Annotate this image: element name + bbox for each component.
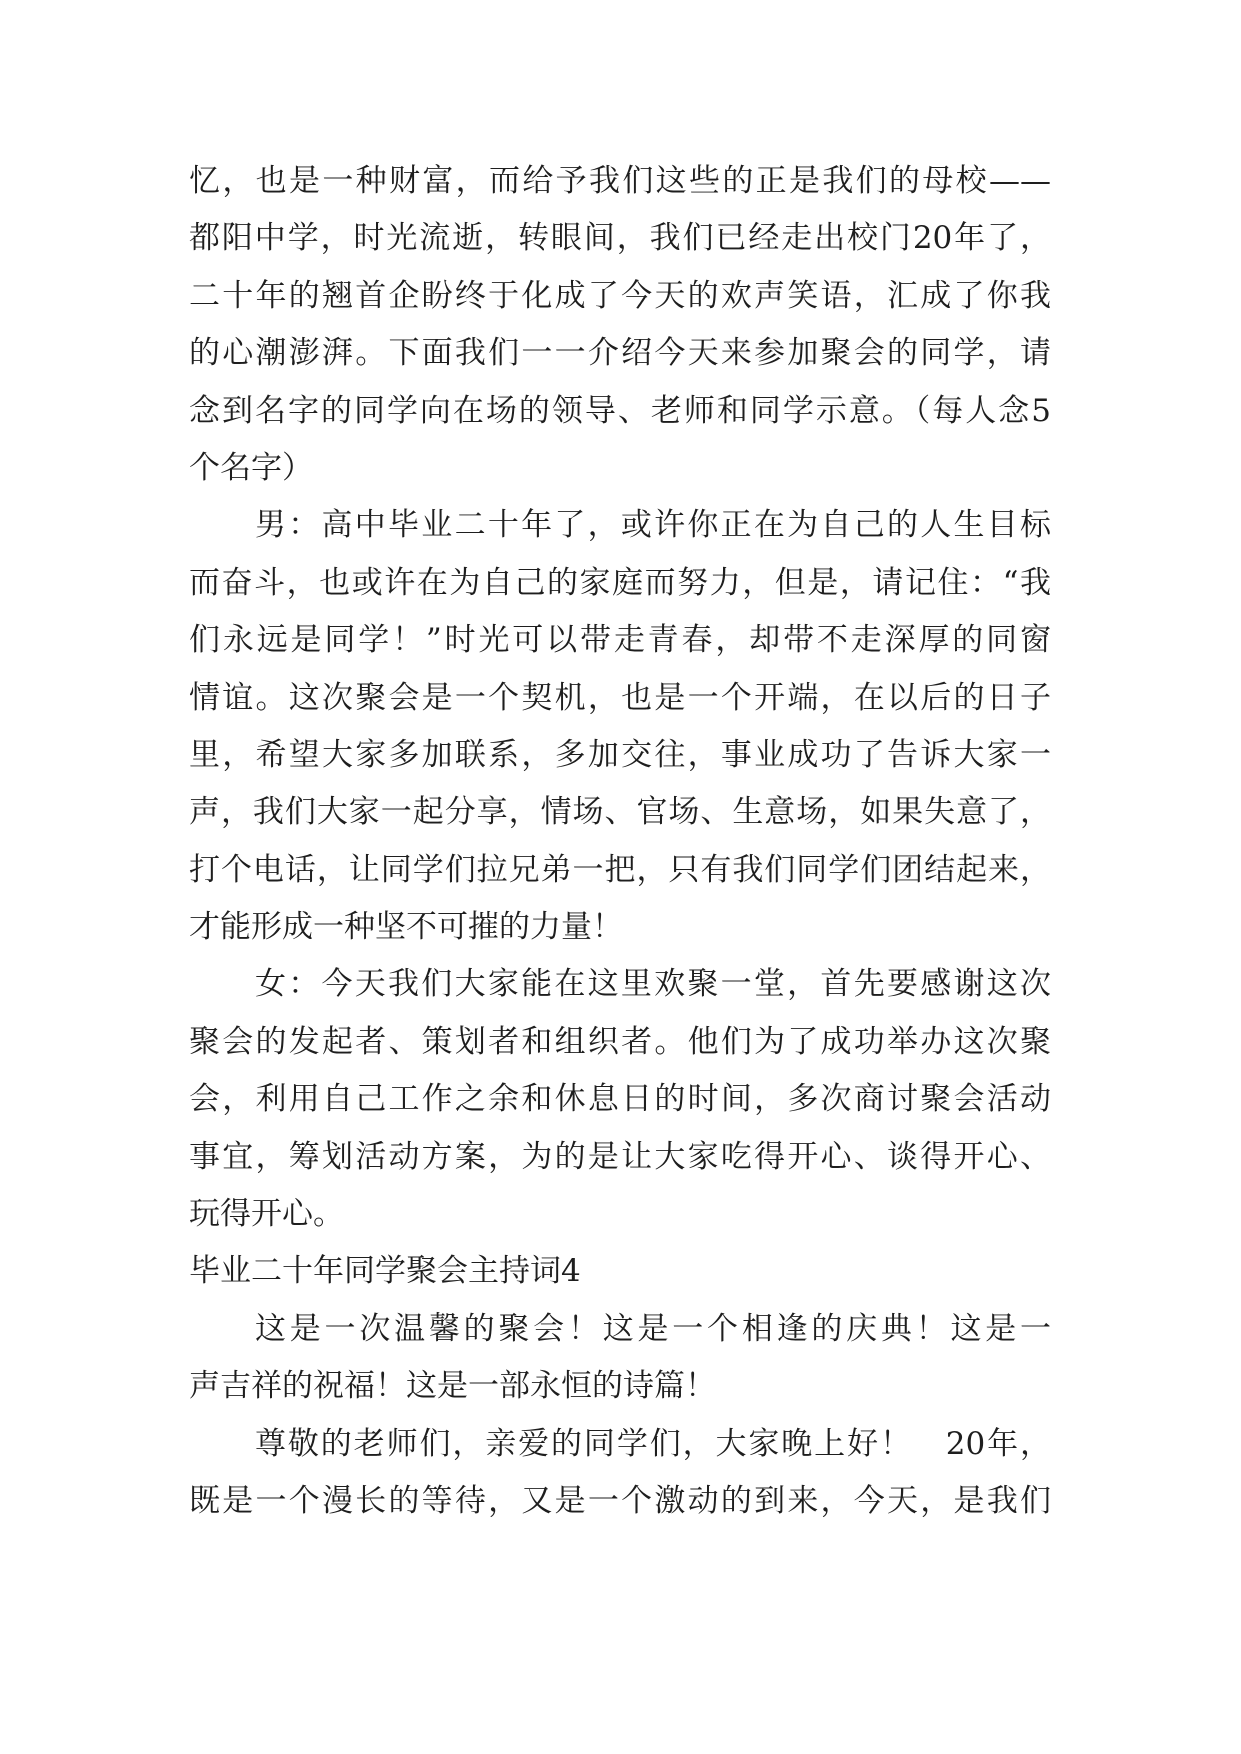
text-line: 念到名字的同学向在场的领导、老师和同学示意。（每人念5 xyxy=(189,392,1051,429)
text-line: 们永远是同学！”时光可以带走青春，却带不走深厚的同窗 xyxy=(189,622,1051,659)
text-line: 女：今天我们大家能在这里欢聚一堂，首先要感谢这次 xyxy=(255,966,1051,1003)
section-heading: 毕业二十年同学聚会主持词4 xyxy=(189,1253,581,1290)
text-line: 尊敬的老师们，亲爱的同学们，大家晚上好！ 20年， xyxy=(255,1425,1051,1462)
text-line: 事宜，筹划活动方案，为的是让大家吃得开心、谈得开心、 xyxy=(189,1138,1051,1175)
text-line: 玩得开心。 xyxy=(189,1196,344,1233)
text-line: 聚会的发起者、策划者和组织者。他们为了成功举办这次聚 xyxy=(189,1023,1051,1060)
paragraph xyxy=(189,956,1051,1243)
text-line: 情谊。这次聚会是一个契机，也是一个开端，在以后的日子 xyxy=(189,679,1051,716)
paragraph xyxy=(189,153,1051,497)
text-line: 个名字） xyxy=(189,449,313,486)
text-line: 既是一个漫长的等待，又是一个激动的到来，今天，是我们 xyxy=(189,1482,1051,1519)
text-line: 都阳中学，时光流逝，转眼间，我们已经走出校门20年了， xyxy=(189,220,1051,257)
paragraph xyxy=(189,1301,1051,1416)
text-line: 而奋斗，也或许在为自己的家庭而努力，但是，请记住：“我 xyxy=(189,564,1051,601)
text-line: 的心潮澎湃。下面我们一一介绍今天来参加聚会的同学，请 xyxy=(189,335,1051,372)
paragraph xyxy=(189,1416,1051,1531)
text-line: 二十年的翘首企盼终于化成了今天的欢声笑语，汇成了你我 xyxy=(189,277,1051,314)
text-line: 会，利用自己工作之余和休息日的时间，多次商讨聚会活动 xyxy=(189,1081,1051,1118)
text-line: 才能形成一种坚不可摧的力量！ xyxy=(189,909,623,946)
text-line: 这是一次温馨的聚会！这是一个相逢的庆典！这是一 xyxy=(255,1310,1051,1347)
text-line: 声吉祥的祝福！这是一部永恒的诗篇！ xyxy=(189,1368,716,1405)
text-line: 声，我们大家一起分享，情场、官场、生意场，如果失意了， xyxy=(189,794,1051,831)
text-line: 打个电话，让同学们拉兄弟一把，只有我们同学们团结起来， xyxy=(189,851,1051,888)
document-body xyxy=(189,153,1051,1530)
text-line: 忆，也是一种财富，而给予我们这些的正是我们的母校—— xyxy=(189,163,1051,199)
text-line: 男：高中毕业二十年了，或许你正在为自己的人生目标 xyxy=(255,507,1051,544)
paragraph xyxy=(189,497,1051,956)
text-line: 里，希望大家多加联系，多加交往，事业成功了告诉大家一 xyxy=(189,736,1051,773)
